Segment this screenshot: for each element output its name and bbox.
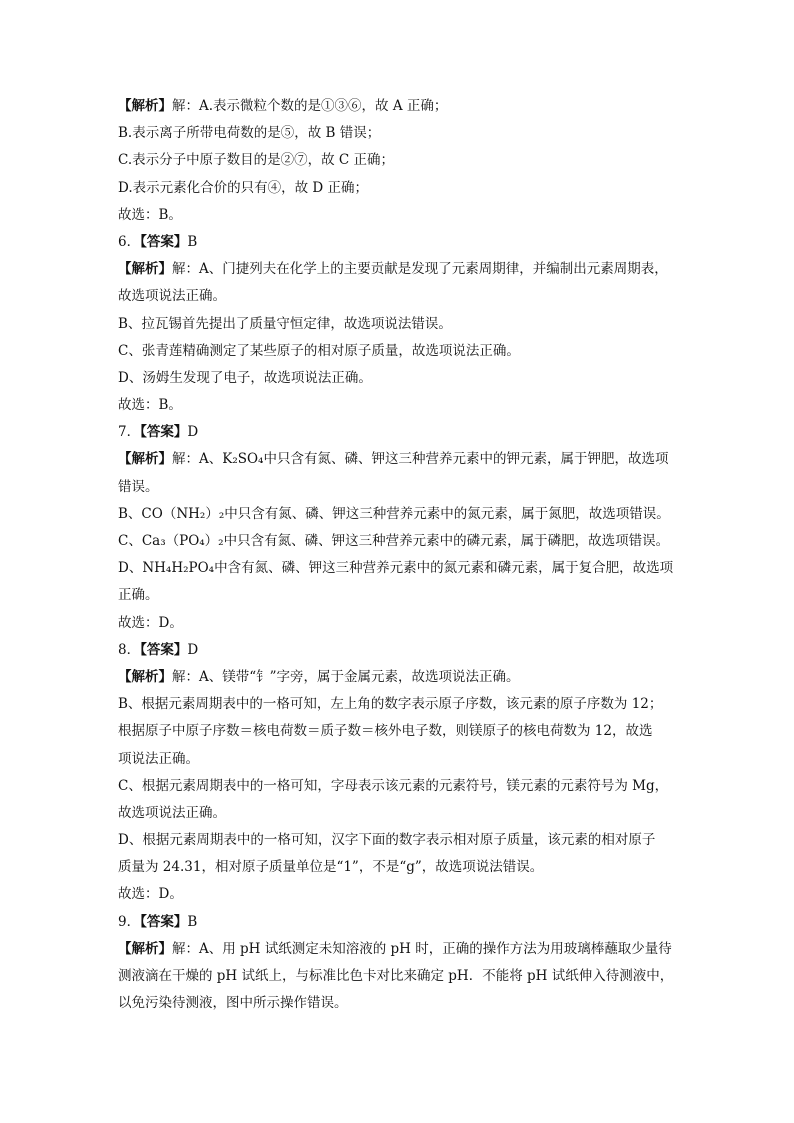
line-text: C、根据元素周期表中的一格可知，字母表示该元素的元素符号，镁元素的元素符号为 Mg，: [118, 777, 669, 794]
text-line: [118, 691, 688, 718]
section-label: 【解析】: [118, 940, 172, 957]
text-line: [118, 936, 688, 963]
line-text: 错误。: [118, 478, 159, 495]
line-text: 故选项说法正确。: [118, 288, 226, 305]
section-label: 【答案】: [140, 913, 188, 930]
text-line: [118, 854, 688, 881]
line-text: 故选：B。: [118, 397, 182, 414]
section-label: 【解析】: [118, 261, 172, 278]
line-text: B: [187, 233, 198, 250]
line-text: 正确。: [118, 587, 159, 604]
text-line: [118, 147, 688, 174]
text-line: [118, 718, 688, 745]
line-text: 解：A、门捷列夫在化学上的主要贡献是发现了元素周期律，并编制出元素周期表，: [172, 261, 668, 278]
text-line: [118, 202, 688, 229]
section-label: 【解析】: [118, 451, 172, 468]
text-line: [118, 582, 688, 609]
line-text: D、NH₄H₂PO₄中含有氮、磷、钾这三种营养元素中的氮元素和磷元素，属于复合肥，故选项: [118, 560, 674, 577]
text-line: [118, 528, 688, 555]
line-text: 以免污染待测液，图中所示操作错误。: [118, 995, 348, 1012]
text-line: [118, 773, 688, 800]
section-label: 【答案】: [140, 424, 188, 441]
line-text: D: [187, 641, 199, 658]
text-line: [118, 963, 688, 990]
line-text: 测液滴在干燥的 pH 试纸上，与标准比色卡对比来确定 pH．不能将 pH 试纸伸入待测液中，: [118, 968, 674, 984]
text-line: [118, 501, 688, 528]
line-text: C、张青莲精确测定了某些原子的相对原子质量，故选项说法正确。: [118, 342, 520, 359]
line-text: 解：A.表示微粒个数的是①③⑥，故 A 正确；: [172, 98, 448, 114]
text-line: [118, 392, 688, 419]
section-label: 【解析】: [118, 668, 172, 685]
line-text: 故选：D。: [118, 886, 183, 903]
question-number: 6．: [118, 233, 141, 250]
text-line: [118, 365, 688, 392]
line-text: 质量为 24.31，相对原子质量单位是“1”，不是“g”，故选项说法错误。: [118, 859, 544, 876]
text-line: [118, 610, 688, 637]
text-line: [118, 93, 688, 120]
line-text: B、根据元素周期表中的一格可知，左上角的数字表示原子序数，该元素的原子序数为 12；: [118, 696, 663, 713]
line-text: 解：A、镁带“钅”字旁，属于金属元素，故选项说法正确。: [172, 668, 520, 685]
line-text: 解：A、K₂SO₄中只含有氮、磷、钾这三种营养元素中的钾元素，属于钾肥，故选项: [172, 451, 669, 468]
text-line: [118, 990, 688, 1017]
question-number: 8．: [118, 641, 141, 658]
line-text: 故选项说法正确。: [118, 804, 226, 821]
line-text: B、CO（NH₂）₂中只含有氮、磷、钾这三种营养元素中的氮元素，属于氮肥，故选项错误。: [118, 505, 670, 522]
line-text: B.表示离子所带电荷数的是⑤，故 B 错误；: [118, 125, 381, 142]
text-line: [118, 229, 688, 256]
line-text: 解：A、用 pH 试纸测定未知溶液的 pH 时，正确的操作方法为用玻璃棒蘸取少量待: [172, 940, 672, 957]
line-text: 项说法正确。: [118, 750, 199, 767]
line-text: D、汤姆生发现了电子，故选项说法正确。: [118, 369, 372, 386]
text-line: [118, 338, 688, 365]
text-line: [118, 446, 688, 473]
section-label: 【答案】: [140, 233, 188, 250]
text-line: [118, 175, 688, 202]
text-line: [118, 474, 688, 501]
text-line: [118, 800, 688, 827]
line-text: 故选：D。: [118, 614, 183, 631]
text-line: [118, 909, 688, 936]
line-text: 根据原子中原子序数＝核电荷数＝质子数＝核外电子数，则镁原子的核电荷数为 12，故选: [118, 723, 653, 740]
text-line: [118, 664, 688, 691]
line-text: 故选：B。: [118, 206, 182, 223]
line-text: C.表示分子中原子数目的是②⑦，故 C 正确；: [118, 152, 395, 169]
line-text: D、根据元素周期表中的一格可知，汉字下面的数字表示相对原子质量，该元素的相对原子: [118, 832, 656, 849]
text-line: [118, 311, 688, 338]
text-line: [118, 827, 688, 854]
text-line: [118, 419, 688, 446]
text-line: [118, 881, 688, 908]
line-text: D.表示元素化合价的只有④，故 D 正确；: [118, 179, 369, 196]
question-number: 9．: [118, 913, 141, 930]
text-line: [118, 283, 688, 310]
document-page: [118, 93, 688, 1017]
text-line: [118, 637, 688, 664]
line-text: B: [187, 913, 198, 930]
text-line: [118, 555, 688, 582]
text-line: [118, 120, 688, 147]
text-line: [118, 256, 688, 283]
text-line: [118, 746, 688, 773]
question-number: 7．: [118, 424, 141, 441]
section-label: 【答案】: [140, 641, 188, 658]
section-label: 【解析】: [118, 98, 172, 114]
line-text: C、Ca₃（PO₄）₂中只含有氮、磷、钾这三种营养元素中的磷元素，属于磷肥，故选项错误。: [118, 533, 670, 549]
line-text: D: [187, 424, 199, 441]
line-text: B、拉瓦锡首先提出了质量守恒定律，故选项说法错误。: [118, 315, 452, 332]
